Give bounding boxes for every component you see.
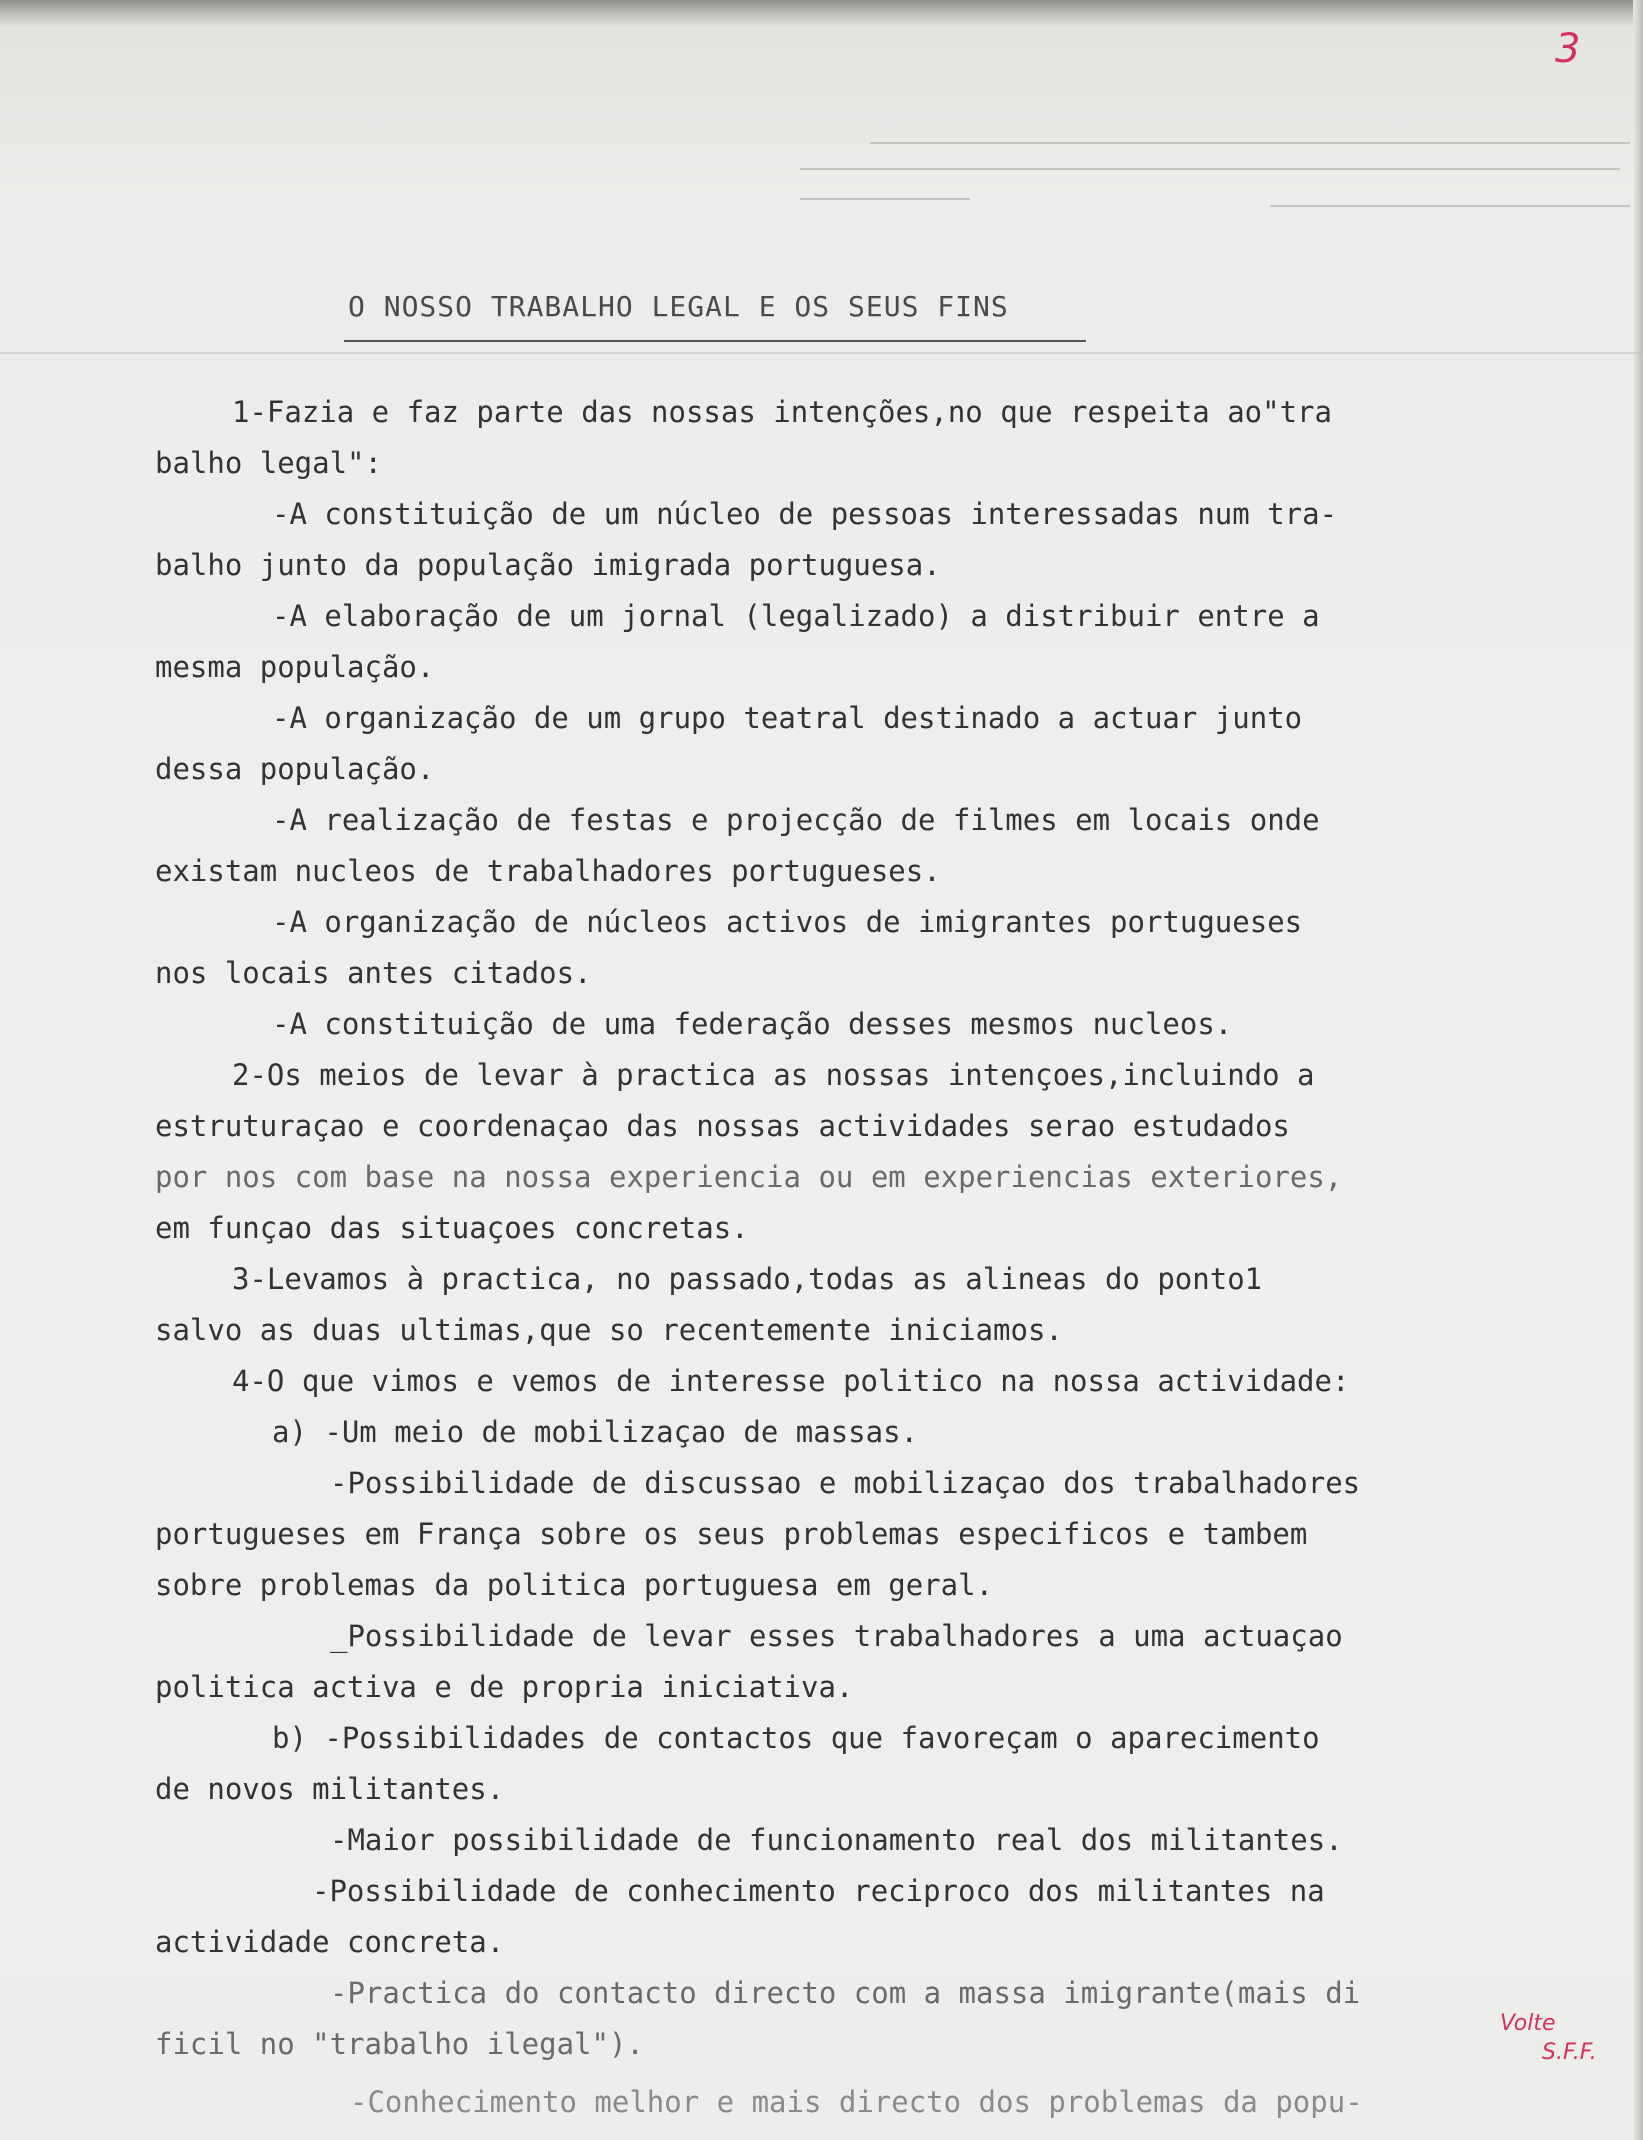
text-line: 3-Levamos à practica, no passado,todas as alineas do ponto1 — [232, 1262, 1263, 1296]
text-line: em funçao das situaçoes concretas. — [155, 1211, 749, 1245]
page-number: 3 — [1555, 26, 1581, 72]
text-line: -Possibilidade de conhecimento reciproco dos militantes na — [312, 1874, 1325, 1908]
handwritten-note-line: Volte — [1500, 2011, 1556, 2036]
text-line: 4-O que vimos e vemos de interesse politico na nossa actividade: — [232, 1364, 1350, 1398]
text-line: mesma população. — [155, 650, 435, 684]
text-line: nos locais antes citados. — [155, 956, 592, 990]
text-line: salvo as duas ultimas,que so recentemente iniciamos. — [155, 1313, 1063, 1347]
text-line: b) -Possibilidades de contactos que favoreçam o aparecimento — [272, 1721, 1320, 1755]
handwritten-note-line: S.F.F. — [1542, 2039, 1597, 2065]
text-line: balho legal": — [155, 446, 382, 480]
text-line: actividade concreta. — [155, 1925, 505, 1959]
text-line: balho junto da população imigrada portuguesa. — [155, 548, 941, 582]
text-line: -A organização de núcleos activos de imigrantes portugueses — [272, 905, 1303, 939]
text-line: 1-Fazia e faz parte das nossas intenções,no que respeita ao"tra — [232, 395, 1332, 429]
text-line: politica activa e de propria iniciativa. — [155, 1670, 854, 1704]
text-line: -A elaboração de um jornal (legalizado) a distribuir entre a — [272, 599, 1320, 633]
text-line: 2-Os meios de levar à practica as nossas intençoes,incluindo a — [232, 1058, 1315, 1092]
text-line: -Conhecimento melhor e mais directo dos problemas da popu- — [350, 2085, 1363, 2119]
text-line: de novos militantes. — [155, 1772, 505, 1806]
text-line: dessa população. — [155, 752, 435, 786]
text-line: portugueses em França sobre os seus problemas especificos e tambem — [155, 1517, 1308, 1551]
text-line: por nos com base na nossa experiencia ou em experiencias exteriores, — [155, 1160, 1343, 1194]
text-line: a) -Um meio de mobilizaçao de massas. — [272, 1415, 919, 1449]
text-line: _Possibilidade de levar esses trabalhadores a uma actuaçao — [330, 1619, 1343, 1653]
text-line: -A constituição de um núcleo de pessoas interessadas num tra- — [272, 497, 1338, 531]
text-line: -A organização de um grupo teatral destinado a actuar junto — [272, 701, 1303, 735]
text-line: -Practica do contacto directo com a massa imigrante(mais di — [330, 1976, 1361, 2010]
text-line: sobre problemas da politica portuguesa em geral. — [155, 1568, 994, 1602]
text-line: ficil no "trabalho ilegal"). — [155, 2027, 644, 2061]
text-line: estruturaçao e coordenaçao das nossas actividades serao estudados — [155, 1109, 1290, 1143]
text-line: -A realização de festas e projecção de filmes em locais onde — [272, 803, 1320, 837]
text-line: -Possibilidade de discussao e mobilizaçao dos trabalhadores — [330, 1466, 1361, 1500]
text-line: -A constituição de uma federação desses mesmos nucleos. — [272, 1007, 1233, 1041]
text-line: existam nucleos de trabalhadores portugueses. — [155, 854, 941, 888]
handwritten-note — [1500, 2010, 1597, 2067]
text-line: -Maior possibilidade de funcionamento real dos militantes. — [330, 1823, 1343, 1857]
document-title: O NOSSO TRABALHO LEGAL E OS SEUS FINS — [348, 290, 1009, 323]
